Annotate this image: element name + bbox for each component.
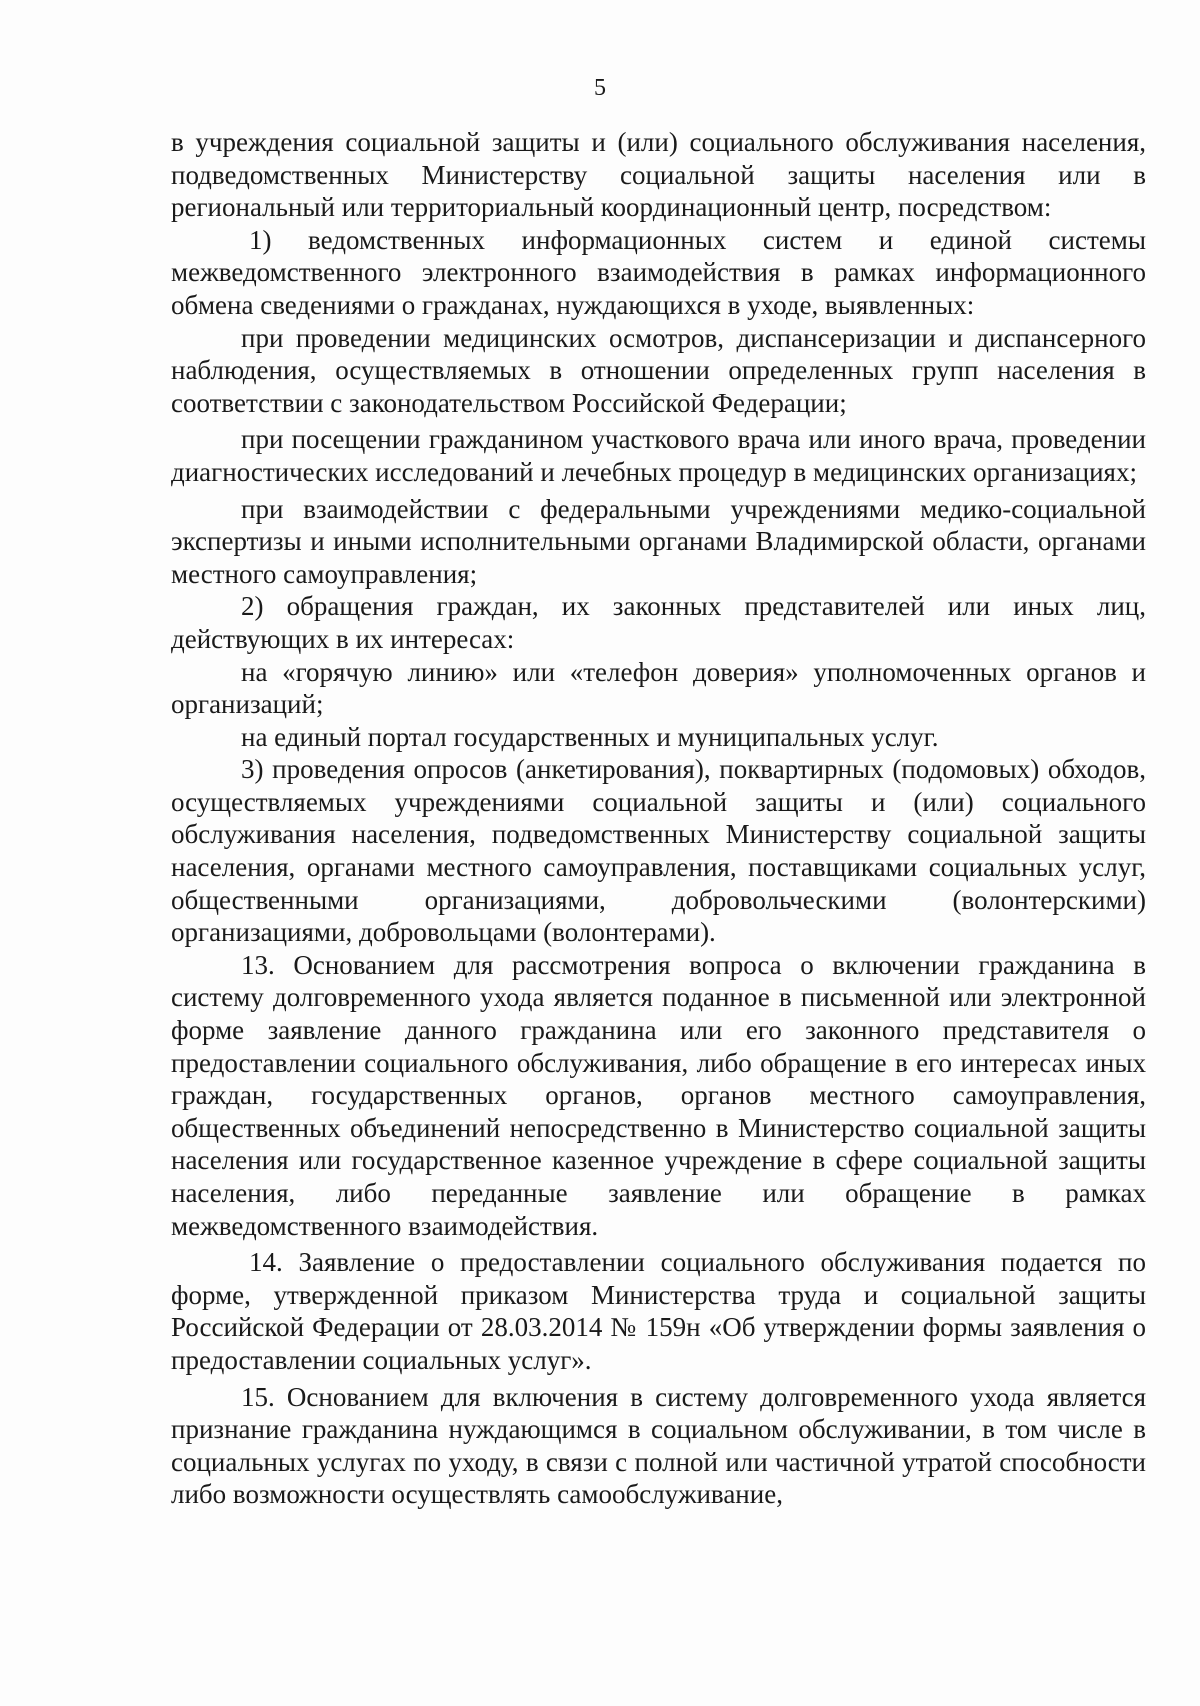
paragraph-item-1: 1) ведомственных информационных систем и единой системы межведомственного электронного взаимодействия в рамках информационного обмена сведениями о гражданах, нуждающихся в уходе, выявленных:: [171, 224, 1146, 320]
paragraph-item-1-medical-exams: при проведении медицинских осмотров, диспансеризации и диспансерного наблюдения, осуществляемых в отношении определенных групп населения в соответствии с законодательством Российской Федерации;: [171, 322, 1146, 418]
paragraph-item-1-interaction: при взаимодействии с федеральными учреждениями медико-социальной экспертизы и иными исполнительными органами Владимирской области, органами местного самоуправления;: [171, 493, 1146, 589]
document-body: [171, 126, 1146, 1511]
paragraph-15: 15. Основанием для включения в систему долговременного ухода является признание гражданина нуждающимся в социальном обслуживании, в том числе в социальных услугах по уходу, в связи с полной или частичной утратой способности либо возможности осуществлять самообслуживание,: [171, 1381, 1146, 1510]
paragraph-item-2: 2) обращения граждан, их законных представителей или иных лиц, действующих в их интересах:: [171, 591, 1146, 654]
paragraph-item-2-portal: на единый портал государственных и муниципальных услуг.: [241, 721, 939, 752]
paragraph-item-1-doctor-visit: при посещении гражданином участкового врача или иного врача, проведении диагностических исследований и лечебных процедур в медицинских организациях;: [171, 424, 1146, 487]
paragraph-intro: в учреждения социальной защиты и (или) социального обслуживания населения, подведомственных Министерству социальной защиты населения или в региональный или территориальный координационный центр, посредством:: [171, 127, 1146, 223]
paragraph-14: 14. Заявление о предоставлении социального обслуживания подается по форме, утвержденной приказом Министерства труда и социальной защиты Российской Федерации от 28.03.2014 № 159н «Об утверждении формы заявления о предоставлении социальных услуг».: [171, 1247, 1146, 1375]
paragraph-item-2-hotline: на «горячую линию» или «телефон доверия» уполномоченных органов и организаций;: [171, 656, 1146, 720]
page-number: 5: [594, 75, 606, 101]
paragraph-item-3: 3) проведения опросов (анкетирования), поквартирных (подомовых) обходов, осуществляемых учреждениями социальной защиты и (или) социального обслуживания населения, подведомственных Министерству социальной защиты населения, органами местного самоуправления, поставщиками социальных услуг, общественными организациями, добровольческими (волонтерскими) организациями, добровольцами (волонтерами).: [171, 754, 1146, 948]
paragraph-13: 13. Основанием для рассмотрения вопроса о включении гражданина в систему долговременного ухода является поданное в письменной или электронной форме заявление данного гражданина или его законного представителя о предоставлении социального обслуживания, либо обращение в его интересах иных граждан, государственных органов, органов местного самоуправления, общественных объединений непосредственно в Министерство социальной защиты населения или государственное казенное учреждение в сфере социальной защиты населения, либо переданные заявление или обращение в рамках межведомственного взаимодействия.: [171, 949, 1146, 1241]
